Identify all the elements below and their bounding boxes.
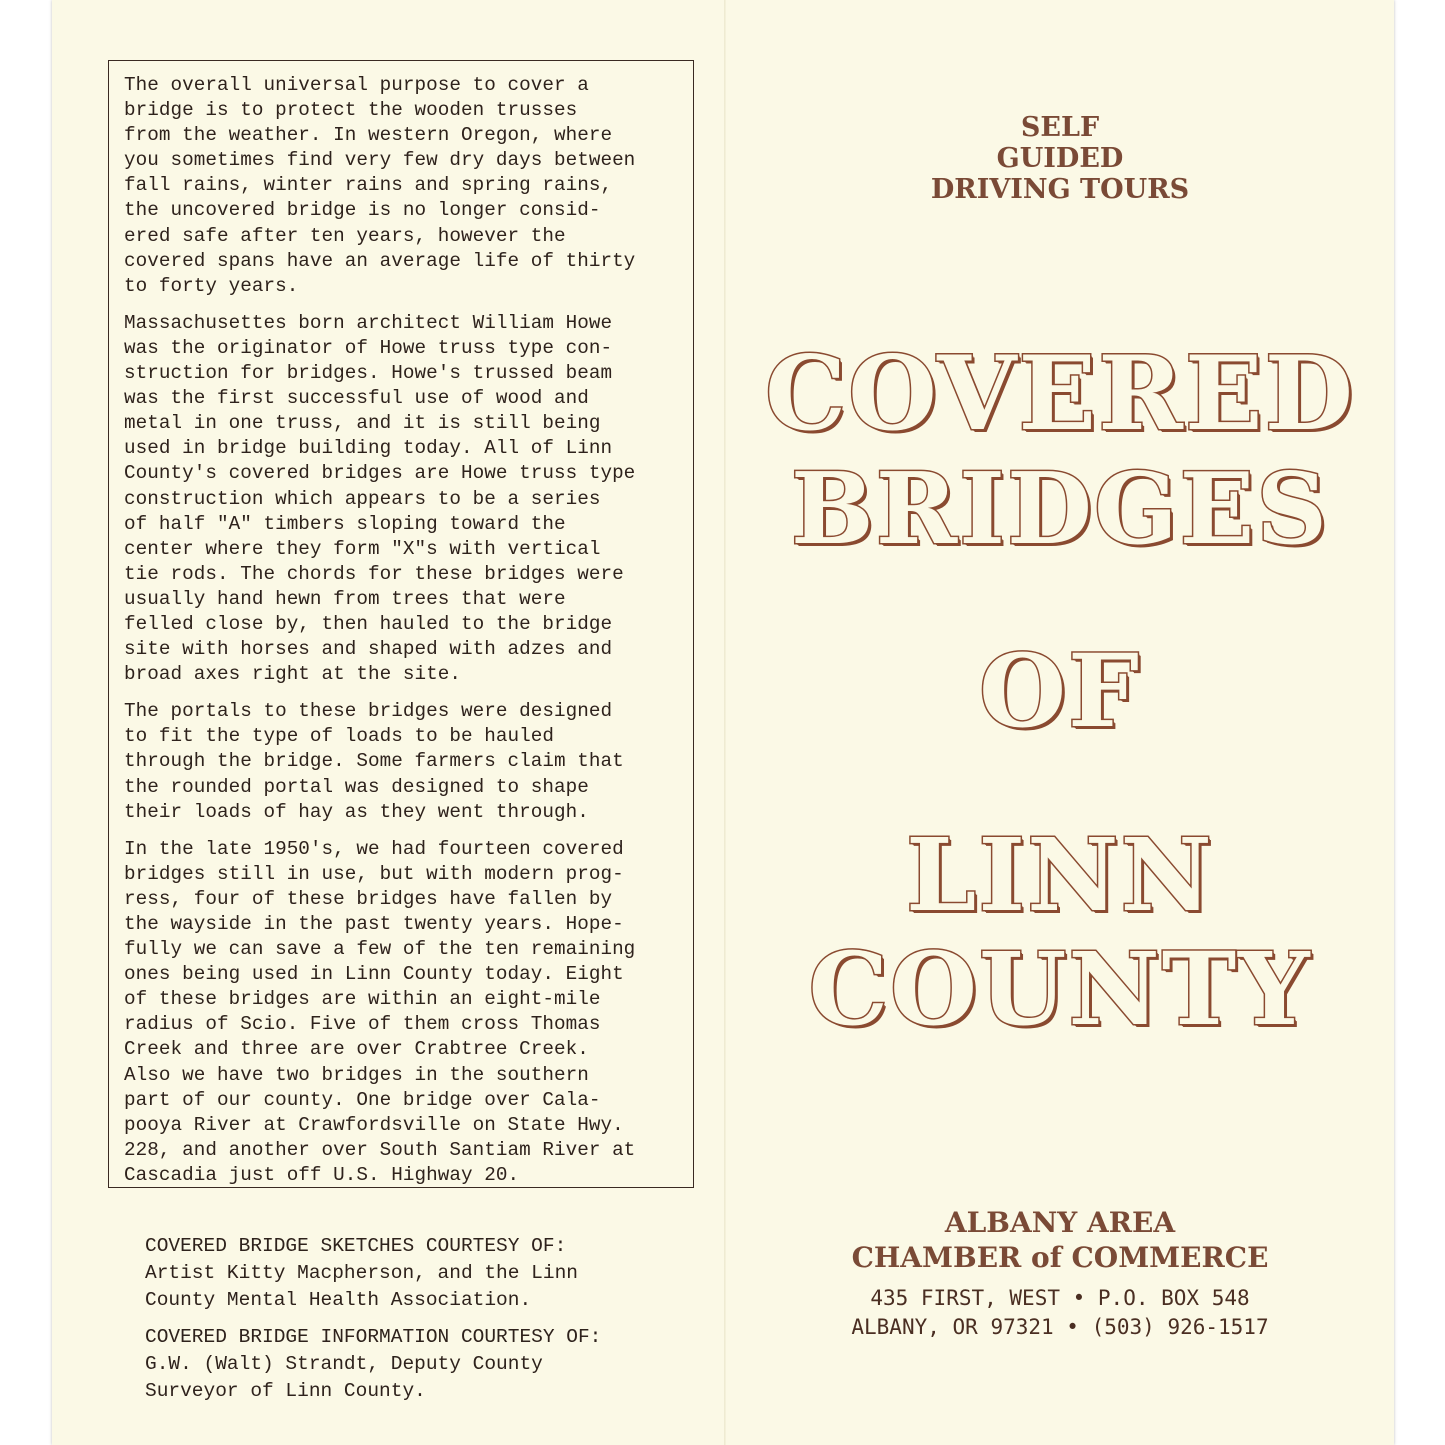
title-bridges: BRIDGES xyxy=(790,452,1330,567)
tours-line-3: DRIVING TOURS xyxy=(930,174,1190,205)
credits xyxy=(145,1233,705,1415)
paragraph-remaining-bridges: In the late 1950's, we had fourteen covered bridges still in use, but with modern prog- ress, four of these bridges have fallen by the wayside in the past twenty years. Hope- fully we can save a few of the ten remaining ones being used in Linn County today. Eight of these bridges are within an eight-mile radius of Scio. Five of them cross Thomas Creek and three are over Crabtree Creek. Also we have two bridges in the southern part of our county. One bridge over Cala- pooya River at Crawfordsville on State Hwy. 228, and another over South Santiam River at Cascadia just off U.S. Highway 20. xyxy=(124,837,636,1186)
history-text-box xyxy=(108,60,694,1188)
title-linn: LINN xyxy=(906,816,1214,934)
tours-line-1: SELF xyxy=(1020,112,1100,143)
paragraph-purpose: The overall universal purpose to cover a bridge is to protect the wooden trusses from the weather. In western Oregon, where you sometimes find very few dry days between fall rains, winter rains and spring rains, the uncovered bridge is no longer consid- ered safe after ten years, however the covered spans have an average life of thirty to forty years. xyxy=(124,74,636,297)
tours-heading xyxy=(726,112,1394,205)
paragraph-portals: The portals to these bridges were designed to fit the type of loads to be hauled through the bridge. Some farmers claim that the rounded portal was designed to shape their loads of hay as they went through. xyxy=(124,700,624,823)
credit-sketches: COVERED BRIDGE SKETCHES COURTESY OF: Artist Kitty Macpherson, and the Linn County Mental Health Association. xyxy=(145,1235,578,1311)
tours-line-2: GUIDED xyxy=(996,143,1124,174)
cover-panel xyxy=(726,0,1394,1445)
chamber-line-2: CHAMBER of COMMERCE xyxy=(851,1241,1269,1274)
title-county: COUNTY xyxy=(808,930,1312,1048)
address-line-1: 435 FIRST, WEST • P.O. BOX 548 xyxy=(870,1286,1250,1310)
title-covered: COVERED xyxy=(764,334,1356,454)
address-line-2: ALBANY, OR 97321 • (503) 926-1517 xyxy=(851,1315,1269,1339)
chamber-name xyxy=(726,1205,1394,1275)
credit-information: COVERED BRIDGE INFORMATION COURTESY OF: G.W. (Walt) Strandt, Deputy County Surveyor of Linn County. xyxy=(145,1326,602,1402)
paragraph-howe-truss: Massachusettes born architect William Howe was the originator of Howe truss type con- struction for bridges. Howe's trussed beam was the first successful use of wood and metal in one truss, and it is still being used in bridge building today. All of Linn County's covered bridges are Howe truss type construction which appears to be a series of half "A" timbers sloping toward the center where they form "X"s with vertical tie rods. The chords for these bridges were usually hand hewn from trees that were felled close by, then hauled to the bridge site with horses and shaped with adzes and broad axes right at the site. xyxy=(124,311,636,686)
title-of: OF xyxy=(978,632,1142,750)
brochure xyxy=(52,0,1394,1445)
chamber-address xyxy=(726,1284,1394,1342)
chamber-line-1: ALBANY AREA xyxy=(944,1206,1176,1239)
